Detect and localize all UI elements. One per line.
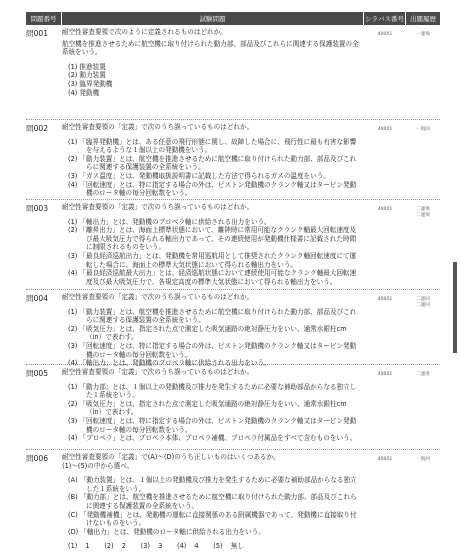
option-item: (D) 「軸出力」とは、発動機のロータ軸に供給される出力をいう。 [68, 527, 265, 536]
question-text: 耐空性審査要領の「定義」で次のうち誤っているものはどれか。 [62, 293, 254, 301]
header-question-number: 問題番号 [26, 12, 62, 25]
option-item: (4) 「回転速度」とは、特に指定する場合の外は、ピストン発動機のクランク軸又はタービン発動機のロータ軸の毎分回転数をいう。 [68, 180, 357, 198]
question-row [26, 25, 440, 120]
option-list [62, 63, 360, 97]
syllabus-number: 40001 [377, 32, 393, 37]
option-item: (1) 「軸出力」とは、発動機のプロペラ軸に供給される出力をいう。 [68, 217, 271, 226]
option-item: (2) 「動力装置」とは、航空機を推進させるために航空機に取り付けられた動力部、部品及びこれらに関連する保護装置の全系統をいう。 [68, 154, 357, 172]
question-row [26, 120, 440, 200]
question-body [62, 200, 364, 289]
option-item: (1) 「動力部」とは、１個以上の発動機及び推力を発生するために必要な補助部品からなる独立した１系統をいう。 [68, 382, 357, 400]
question-row [26, 450, 440, 558]
question-number: 問006 [26, 454, 49, 463]
option-item: (4) 「最良経済巡航最大出力」とは、経済巡航状態において連続使用可能なクランク軸最大回転速度及び最大吸気圧力で、各規定高度の標準大気状態において得られる軸出力をいう。 [68, 269, 357, 286]
source-history: 二運回 二運回 [416, 297, 430, 308]
option-list [62, 308, 360, 368]
option-item: (1) 推進装置 [68, 62, 106, 71]
option-list [62, 218, 360, 287]
question-number: 問001 [26, 29, 49, 38]
source-history: 一航回 [416, 457, 430, 462]
question-text: 耐空性審査要領の「定義」で次のうち誤っているものはどれか。 [62, 203, 254, 211]
question-sheet [26, 12, 440, 558]
question-row [26, 200, 440, 290]
option-item: (3) 「回転速度」とは、特に指定する場合の外は、ピストン発動機のクランク軸又はタービン発動機のロータ軸の毎分回転数をいう。 [68, 416, 357, 434]
option-item: (3) 臨界発動機 [68, 79, 113, 88]
question-body [62, 450, 364, 558]
header-question-text: 試験問題 [62, 12, 364, 25]
question-body [62, 120, 364, 199]
option-item: (B) 「動力部」とは、航空機を推進させるために航空機に取り付けられた動力部、部品及びこれらに関連する保護装置の全系統をいう。 [68, 493, 357, 510]
question-number: 問002 [26, 124, 49, 133]
option-item: (3) 「ガス温度」とは、発動機取扱説明書に記載した方法で得られるガスの温度をいう。 [68, 171, 330, 180]
scrollbar-thumb[interactable] [453, 262, 457, 353]
option-item: (4) 「プロペラ」とは、プロペラ本体、プロペラ補機、プロペラ付属品をすべて含むものをいう。 [68, 434, 357, 443]
question-number: 問005 [26, 369, 49, 378]
question-body [62, 25, 364, 119]
question-number: 問003 [26, 204, 49, 213]
option-item: (C) 「発動機補機」とは、発動機の運転に直接関係のある附属機器であって、発動機に直接取り付けないものをいう。 [68, 510, 357, 528]
syllabus-number: 40001 [377, 297, 393, 302]
question-text: 耐空性審査要領の「定義」で次のうち誤っているものはどれか。 [62, 368, 254, 376]
table-header [26, 12, 440, 25]
question-text: 航空機を推進させるために航空機に取り付けられた動力部、部品及びこれらに関連する保護装置の全系統をいう。 [62, 39, 359, 57]
answer-choices: (1) 1 (2) 2 (3) 3 (4) 4 (5) 無し [68, 542, 244, 551]
option-item: (4) 「軸出力」とは、発動機のプロペラ軸に供給される出力をいう。 [68, 359, 271, 368]
source-history: 一運飛 [416, 32, 430, 37]
option-item: (1) 「動力装置」とは、航空機を推進させるために航空機に取り付けられた動力部、部品及びこれらに関連する保護装置の全系統をいう。 [68, 307, 357, 325]
option-item: (4) 発動機 [68, 88, 100, 97]
syllabus-number: 40001 [377, 127, 393, 132]
header-source: 出題履歴 [410, 15, 436, 23]
question-number: 問004 [26, 294, 49, 303]
question-row [26, 290, 440, 368]
question-body [62, 365, 364, 449]
question-text: (1)～(5)の中から選べ。 [62, 461, 134, 470]
source-history: 二運滑 [416, 372, 430, 377]
option-list [62, 383, 360, 443]
option-item: (A) 「動力装置」とは、１個以上の発動機及び推力を発生するために必要な補助部品からなる独立した１系統をいう。 [68, 476, 357, 493]
syllabus-number: 40001 [377, 457, 393, 462]
header-syllabus: シラバス番号 [364, 12, 406, 25]
option-list [62, 476, 360, 536]
source-history: 二運飛 二運飛 [416, 207, 430, 218]
option-item: (3) 「最良経済巡航出力」とは、発動機を常用巡航用として推奨されたクランク軸回転速度にて運転した場合に、海面上の標準大気状態において得られる軸出力をいう。 [68, 251, 357, 269]
question-row [26, 365, 440, 450]
option-item: (3) 「回転速度」とは、特に指定する場合の外は、ピストン発動機のクランク軸又はタービン発動機のロータ軸の毎分回転数をいう。 [68, 341, 357, 359]
option-item: (2) 「吸気圧力」とは、指定された点で測定した吸気通路の絶対静圧力をいい、通常水銀柱cm（in）で表わす。 [68, 324, 347, 342]
question-body [62, 290, 364, 368]
option-item: (1) 「臨界発動機」とは、ある任意の飛行形態に関し、故障した場合に、飛行性に最も有害な影響を与えるような１個以上の発動機をいう。 [68, 137, 357, 155]
syllabus-number: 40001 [377, 372, 393, 377]
source-history: 一航回 [416, 127, 430, 132]
option-item: (2) 動力装置 [68, 71, 106, 80]
question-text: 耐空性審査要領で次のように定義されるものはどれか。 [62, 28, 227, 36]
option-item: (2) 「離昇出力」とは、海面上標準状態において、離陸時に常用可能なクランク軸最大回転速度及び最大吸気圧力で得られる軸出力であって、その連続使用が発動機仕様書に記載された時間に制限されるものをいう。 [68, 226, 357, 252]
question-text: 耐空性審査要領の「定義」で(A)～(D)のうち正しいものはいくつあるか。 [62, 453, 280, 461]
syllabus-number: 40001 [377, 207, 393, 212]
question-text: 耐空性審査要領の「定義」で次のうち誤っているものはどれか。 [62, 123, 254, 131]
option-list [62, 138, 360, 198]
option-item: (2) 「吸気圧力」とは、指定された点で測定した吸気通路の絶対静圧力をいい、通常水銀柱cm（in）で表わす。 [68, 399, 347, 417]
